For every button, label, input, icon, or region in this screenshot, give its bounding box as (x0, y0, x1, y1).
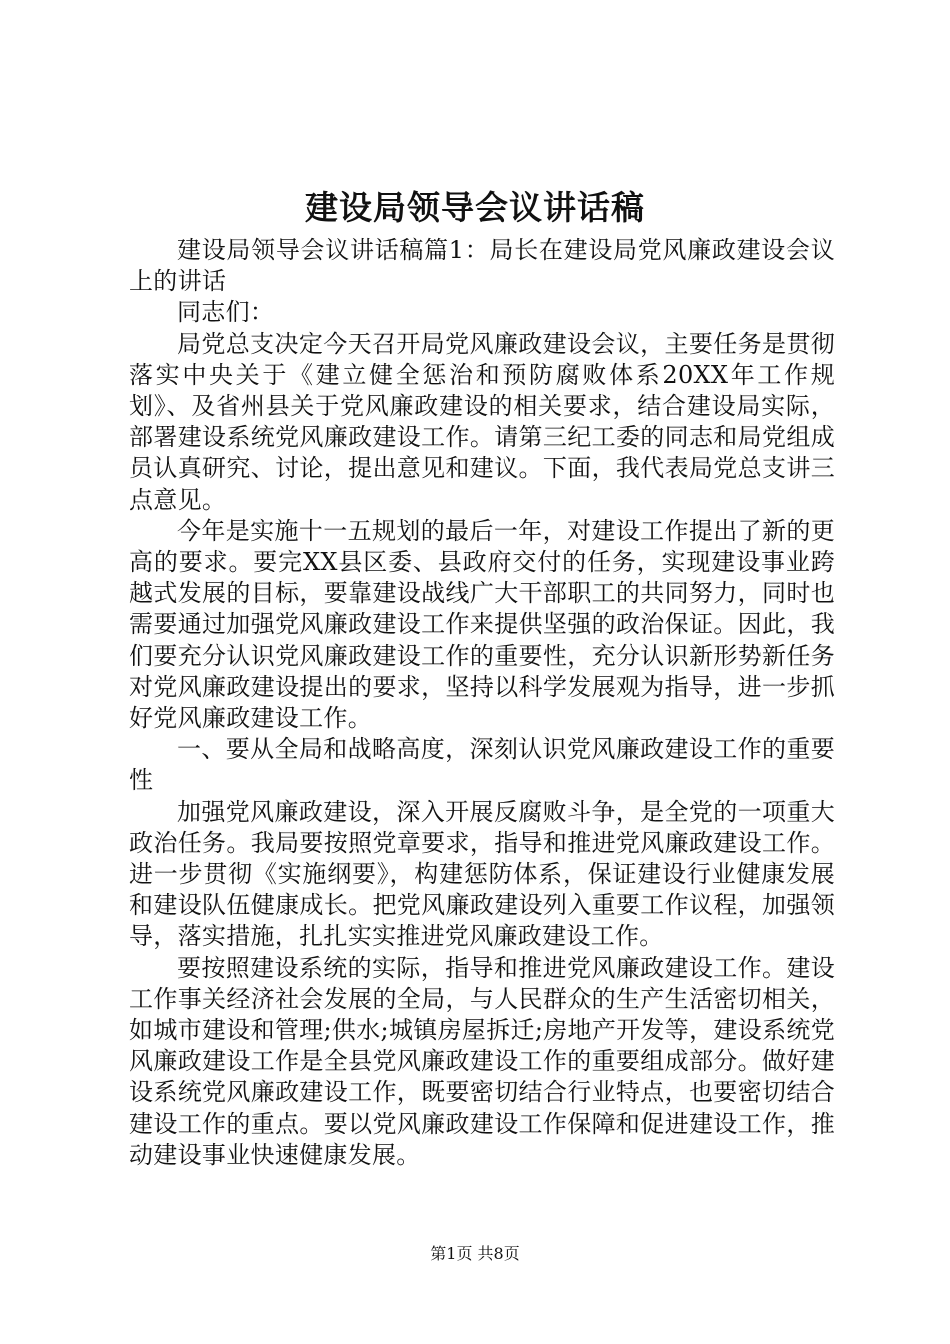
section-heading-one: 一、要从全局和战略高度，深刻认识党风廉政建设工作的重要性 (129, 735, 835, 795)
document-body (129, 235, 835, 1171)
document-title: 建设局领导会议讲话稿 (305, 188, 645, 227)
paragraph-context: 今年是实施十一五规划的最后一年，对建设工作提出了新的更高的要求。要完XX县区委、县政府交付的任务，实现建设事业跨越式发展的目标，要靠建设战线广大干部职工的共同努力，同时也需要通过加强党风廉政建设工作来提供坚强的政治保证。因此，我们要充分认识党风廉政建设工作的重要性，充分认识新形势新任务对党风廉政建设提出的要求，坚持以科学发展观为指导，进一步抓好党风廉政建设工作。 (129, 516, 835, 733)
paragraph-section-one-body: 加强党风廉政建设，深入开展反腐败斗争，是全党的一项重大政治任务。我局要按照党章要求，指导和推进党风廉政建设工作。进一步贯彻《实施纲要》，构建惩防体系，保证建设行业健康发展和建设队伍健康成长。把党风廉政建设列入重要工作议程，加强领导，落实措施，扎扎实实推进党风廉政建设工作。 (129, 797, 835, 951)
paragraph-heading-line: 建设局领导会议讲话稿篇1：局长在建设局党风廉政建设会议上的讲话 (129, 236, 835, 296)
page-number-footer: 第1页 共8页 (430, 1244, 520, 1263)
paragraph-intro: 局党总支决定今天召开局党风廉政建设会议，主要任务是贯彻落实中央关于《建立健全惩治和预防腐败体系20XX年工作规划》、及省州县关于党风廉政建设的相关要求，结合建设局实际，部署建设系统党风廉政建设工作。请第三纪工委的同志和局党组成员认真研究、讨论，提出意见和建议。下面，我代表局党总支讲三点意见。 (129, 329, 835, 514)
paragraph-section-one-practice: 要按照建设系统的实际，指导和推进党风廉政建设工作。建设工作事关经济社会发展的全局，与人民群众的生产生活密切相关，如城市建设和管理;供水;城镇房屋拆迁;房地产开发等，建设系统党风廉政建设工作是全县党风廉政建设工作的重要组成部分。做好建设系统党风廉政建设工作，既要密切结合行业特点，也要密切结合建设工作的重点。要以党风廉政建设工作保障和促进建设工作，推动建设事业快速健康发展。 (129, 953, 835, 1169)
paragraph-salutation: 同志们： (177, 298, 275, 327)
